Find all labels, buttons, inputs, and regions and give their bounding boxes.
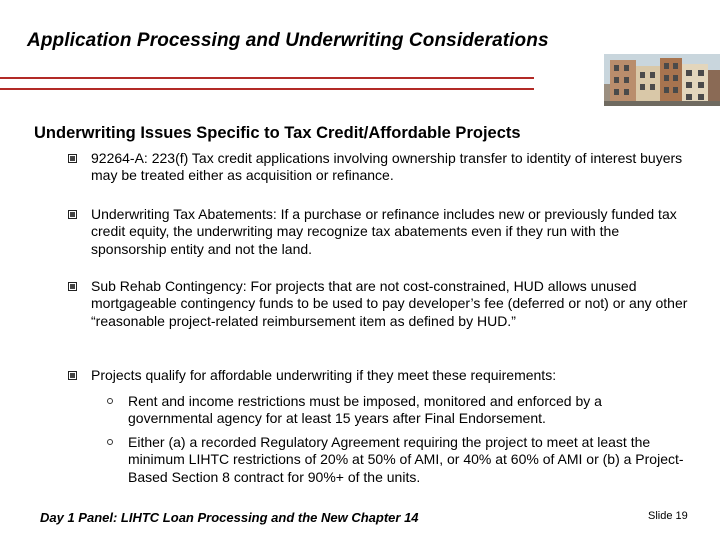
- circle-bullet-icon: [107, 398, 113, 404]
- apartment-building-image: [604, 54, 720, 106]
- bullet-text: Underwriting Tax Abatements: If a purchase or refinance includes new or previously funded tax credit equity, the underwriting may recognize tax abatements even if they run with the sponsorship entity and not the land.: [91, 206, 677, 257]
- bullet-text: Sub Rehab Contingency: For projects that are not cost-constrained, HUD allows unused mortgageable contingency funds to be used to pay developer’s fee (deferred or not) or any other “reasonable project-related reimbursement item as defined by HUD.”: [91, 278, 688, 329]
- slide-number: Slide 19: [648, 510, 688, 522]
- footer-text: Day 1 Panel: LIHTC Loan Processing and the New Chapter 14: [40, 510, 419, 525]
- list-item: [91, 367, 691, 384]
- title-divider-top: [0, 77, 534, 79]
- square-bullet-icon: [68, 210, 77, 219]
- list-item: [91, 150, 691, 185]
- title-divider-bottom: [0, 88, 534, 90]
- circle-bullet-icon: [107, 439, 113, 445]
- sub-bullet-text: Either (a) a recorded Regulatory Agreement requiring the project to meet at least the minimum LIHTC restrictions of 20% at 50% of AMI, or 40% at 60% of AMI or (b) a Project-Based Section 8 contract for 90%+ of the units.: [128, 434, 684, 485]
- square-bullet-icon: [68, 371, 77, 380]
- bullet-text: Projects qualify for affordable underwriting if they meet these requirements:: [91, 367, 557, 383]
- list-item: [91, 278, 691, 330]
- list-item: [91, 206, 691, 258]
- sub-list-item: [128, 434, 688, 486]
- slide-title: Application Processing and Underwriting Considerations: [27, 30, 549, 51]
- sub-bullet-text: Rent and income restrictions must be imposed, monitored and enforced by a governmental agency for at least 15 years after Final Endorsement.: [128, 393, 602, 427]
- square-bullet-icon: [68, 282, 77, 291]
- bullet-text: 92264-A: 223(f) Tax credit applications involving ownership transfer to identity of interest buyers may be treated either as acquisition or refinance.: [91, 150, 683, 184]
- section-subtitle: Underwriting Issues Specific to Tax Credit/Affordable Projects: [34, 124, 521, 142]
- building-photo: [604, 54, 720, 106]
- sub-list-item: [128, 393, 688, 428]
- square-bullet-icon: [68, 154, 77, 163]
